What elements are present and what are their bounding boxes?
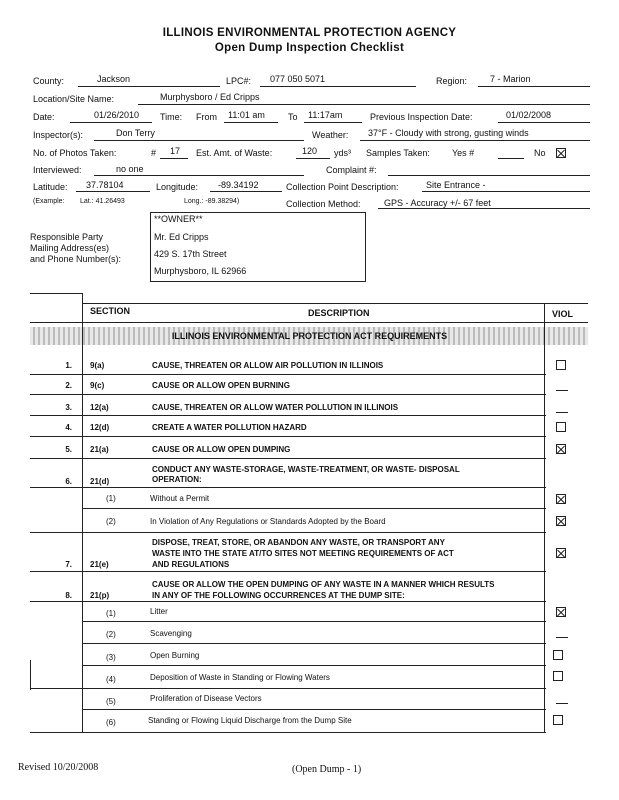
lpc-underline: [260, 86, 416, 87]
table-divider-1: [82, 293, 83, 323]
photos-label: No. of Photos Taken:: [33, 148, 117, 158]
row-2-section: 9(c): [90, 381, 105, 390]
lpc-value[interactable]: 077 050 5071: [270, 74, 326, 84]
row-8-desc-2: IN ANY OF THE FOLLOWING OCCURRENCES AT THE DUMP SITE:: [152, 591, 405, 600]
viol-column-border: [544, 323, 545, 732]
weather-underline: [360, 140, 590, 141]
lpc-label: LPC#:: [226, 76, 252, 86]
row-7-desc-2: WASTE INTO THE STATE AT/TO SITES NOT MEETING REQUIREMENTS OF ACT: [152, 549, 454, 558]
waste-underline: [296, 158, 330, 159]
date-value[interactable]: 01/26/2010: [94, 110, 140, 120]
row-8-1-sub: (1): [106, 609, 116, 618]
row-5-line: [30, 458, 546, 459]
row-8-desc-1: CAUSE OR ALLOW THE OPEN DUMPING OF ANY WASTE IN A MANNER WHICH RESULTS: [152, 580, 495, 589]
responsible-line-3: 429 S. 17th Street: [154, 249, 227, 259]
waste-unit: yds³: [334, 148, 352, 158]
row-8-6-desc: Standing or Flowing Liquid Discharge from the Dump Site: [148, 716, 352, 725]
row-8-5-sub: (5): [106, 697, 116, 706]
longitude-label: Longitude:: [156, 182, 199, 192]
row-1-desc: CAUSE, THREATEN OR ALLOW AIR POLLUTION IN ILLINOIS: [152, 361, 384, 370]
responsible-line-1: **OWNER**: [154, 214, 203, 224]
row-7-viol-checkbox[interactable]: [556, 548, 566, 558]
responsible-label-2: Mailing Address(es): [30, 243, 110, 253]
location-underline: [138, 104, 590, 105]
table-divider-2: [544, 303, 545, 323]
samples-no-checkbox[interactable]: [556, 148, 566, 158]
complaint-label: Complaint #:: [326, 165, 377, 175]
row-3-section: 12(a): [90, 403, 109, 412]
samples-yes-label: Yes #: [452, 148, 475, 158]
row-4-viol-checkbox[interactable]: [556, 422, 566, 432]
row-2-viol-mark[interactable]: [556, 390, 568, 391]
photos-underline: [160, 158, 188, 159]
row-6-1-sub: (1): [106, 494, 116, 503]
table-top-line: [82, 303, 588, 304]
row-4-number: 4.: [65, 423, 72, 432]
row-6-2-viol-checkbox[interactable]: [556, 516, 566, 526]
row-2-number: 2.: [65, 381, 72, 390]
row-8-6-sub: (6): [106, 718, 116, 727]
act-requirements-title: ILLINOIS ENVIRONMENTAL PROTECTION ACT REQUIREMENTS: [171, 331, 448, 341]
row-8-4-desc: Deposition of Waste in Standing or Flowing Waters: [150, 673, 330, 682]
agency-title: ILLINOIS ENVIRONMENTAL PROTECTION AGENCY: [162, 27, 457, 39]
form-title: Open Dump Inspection Checklist: [214, 42, 405, 54]
row-8-2-sub: (2): [106, 630, 116, 639]
row-8-3-sub: (3): [106, 653, 116, 662]
row-8-3-line: [82, 665, 546, 666]
collection-point-label: Collection Point Description:: [286, 182, 399, 192]
date-label: Date:: [33, 112, 55, 122]
location-label: Location/Site Name:: [33, 94, 115, 104]
row-2-line: [30, 394, 546, 395]
row-7-desc-3: AND REGULATIONS: [152, 560, 230, 569]
row-7-section: 21(e): [90, 560, 109, 569]
longitude-value[interactable]: -89.34192: [218, 180, 259, 190]
responsible-label-1: Responsible Party: [30, 232, 104, 242]
row-1-number: 1.: [65, 361, 72, 370]
weather-value[interactable]: 37°F - Cloudy with strong, gusting winds: [368, 128, 529, 138]
col-viol-header: VIOL: [552, 309, 574, 319]
row-8-2-line: [82, 643, 546, 644]
time-to-underline: [304, 122, 362, 123]
collection-point-value[interactable]: Site Entrance -: [426, 180, 486, 190]
row-4-section: 12(d): [90, 423, 110, 432]
row-2-desc: CAUSE OR ALLOW OPEN BURNING: [152, 381, 290, 390]
revised-date: Revised 10/20/2008: [18, 762, 99, 773]
row-6-2-sub: (2): [106, 517, 116, 526]
inspectors-label: Inspector(s):: [33, 130, 84, 140]
row-1-section: 9(a): [90, 361, 105, 370]
row-6-number: 6.: [65, 477, 72, 486]
photos-hash: #: [151, 148, 157, 158]
row-8-2-viol-mark[interactable]: [556, 637, 568, 638]
inspectors-value[interactable]: Don Terry: [116, 128, 155, 138]
row-5-section: 21(a): [90, 445, 109, 454]
collection-method-underline: [378, 208, 590, 209]
latitude-label: Latitude:: [33, 182, 68, 192]
longitude-underline: [210, 191, 282, 192]
row-8-6-viol-checkbox[interactable]: [553, 715, 563, 725]
row-6-section: 21(d): [90, 477, 110, 486]
latitude-underline: [76, 191, 150, 192]
row-8-1-viol-checkbox[interactable]: [556, 607, 566, 617]
example-label: (Example:: [33, 198, 65, 205]
page-label: (Open Dump - 1): [292, 764, 362, 775]
time-label: Time:: [160, 112, 183, 122]
collection-method-label: Collection Method:: [286, 199, 361, 209]
collection-point-underline: [422, 191, 590, 192]
latitude-value[interactable]: 37.78104: [86, 180, 124, 190]
county-label: County:: [33, 76, 65, 86]
row-8-1-line: [82, 621, 546, 622]
row-8-4-viol-checkbox[interactable]: [553, 671, 563, 681]
row-6-1-viol-checkbox[interactable]: [556, 494, 566, 504]
table-top-stub: [30, 293, 82, 294]
row-3-desc: CAUSE, THREATEN OR ALLOW WATER POLLUTION IN ILLINOIS: [152, 403, 399, 412]
inspectors-underline: [94, 140, 304, 141]
previous-inspection-underline: [498, 122, 590, 123]
samples-count-underline[interactable]: [498, 158, 524, 159]
row-6-line: [30, 487, 546, 488]
row-3-number: 3.: [65, 403, 72, 412]
region-value[interactable]: 7 - Marion: [490, 74, 531, 84]
section-column-border: [82, 323, 83, 732]
from-label: From: [196, 112, 217, 122]
row-3-line: [30, 415, 546, 416]
row-8-5-desc: Proliferation of Disease Vectors: [150, 694, 262, 703]
row-6-1-desc: Without a Permit: [150, 494, 210, 503]
row-5-desc: CAUSE OR ALLOW OPEN DUMPING: [152, 445, 291, 454]
responsible-line-4: Murphysboro, IL 62966: [154, 266, 247, 276]
row-6-2-line: [30, 532, 546, 533]
row-3-viol-mark[interactable]: [556, 412, 568, 413]
county-value[interactable]: Jackson: [97, 74, 131, 84]
col-section-header: SECTION: [90, 306, 131, 316]
example-longitude: Long.: -89.38294): [184, 198, 240, 205]
previous-inspection-label: Previous Inspection Date:: [370, 112, 473, 122]
samples-label: Samples Taken:: [366, 148, 430, 158]
row-4-line: [30, 436, 546, 437]
date-underline: [70, 122, 152, 123]
row-8-2-desc: Scavenging: [150, 629, 192, 638]
responsible-line-2: Mr. Ed Cripps: [154, 232, 209, 242]
col-description-header: DESCRIPTION: [308, 308, 370, 318]
row-5-number: 5.: [65, 445, 72, 454]
row-8-3-viol-checkbox[interactable]: [553, 650, 563, 660]
row-8-number: 8.: [65, 591, 72, 600]
row-8-section: 21(p): [90, 591, 110, 600]
weather-label: Weather:: [312, 130, 349, 140]
row-8-line: [30, 601, 546, 602]
responsible-label-3: and Phone Number(s):: [30, 254, 122, 264]
row-7-desc-1: DISPOSE, TREAT, STORE, OR ABANDON ANY WASTE, OR TRANSPORT ANY: [152, 538, 445, 547]
location-value[interactable]: Murphysboro / Ed Cripps: [160, 92, 260, 102]
row-8-5-viol-mark[interactable]: [556, 703, 568, 704]
county-underline: [78, 86, 220, 87]
to-label: To: [288, 112, 298, 122]
row-8-4-line: [30, 688, 546, 689]
waste-value[interactable]: 120: [302, 146, 318, 156]
table-bottom-line: [30, 732, 546, 733]
previous-inspection-value[interactable]: 01/02/2008: [506, 110, 552, 120]
time-from-value[interactable]: 11:01 am: [228, 110, 265, 120]
row-7-number: 7.: [65, 560, 72, 569]
row-8-4-sub: (4): [106, 675, 116, 684]
region-label: Region:: [436, 76, 468, 86]
row-8-5-line: [82, 709, 546, 710]
region-underline: [478, 86, 590, 87]
interviewed-label: Interviewed:: [33, 165, 82, 175]
time-from-underline: [224, 122, 278, 123]
time-to-value[interactable]: 11:17am: [308, 110, 343, 120]
row-6-2-desc: In Violation of Any Regulations or Standards Adopted by the Board: [150, 517, 386, 526]
table-header-line: [30, 322, 588, 323]
row-6-1-line: [82, 508, 546, 509]
interviewed-underline: [94, 175, 304, 176]
row-8-1-desc: Litter: [150, 607, 168, 616]
collection-method-value[interactable]: GPS - Accuracy +/- 67 feet: [384, 198, 491, 208]
complaint-underline[interactable]: [388, 175, 590, 176]
row-7-line: [30, 571, 546, 572]
row-1-line: [30, 374, 546, 375]
samples-no-label: No: [534, 148, 546, 158]
row-4-desc: CREATE A WATER POLLUTION HAZARD: [152, 423, 307, 432]
row-6-desc-2: OPERATION:: [152, 475, 202, 484]
interviewed-value[interactable]: no one: [116, 164, 144, 174]
row-8-3-desc: Open Burning: [150, 651, 200, 660]
row-6-desc-1: CONDUCT ANY WASTE-STORAGE, WASTE-TREATMENT, OR WASTE- DISPOSAL: [152, 465, 460, 474]
photos-value[interactable]: 17: [170, 146, 181, 156]
row-5-viol-checkbox[interactable]: [556, 444, 566, 454]
row-1-viol-checkbox[interactable]: [556, 360, 566, 370]
waste-label: Est. Amt. of Waste:: [196, 148, 273, 158]
example-latitude: Lat.: 41.26493: [80, 198, 125, 205]
left-edge-mark: [30, 660, 31, 690]
